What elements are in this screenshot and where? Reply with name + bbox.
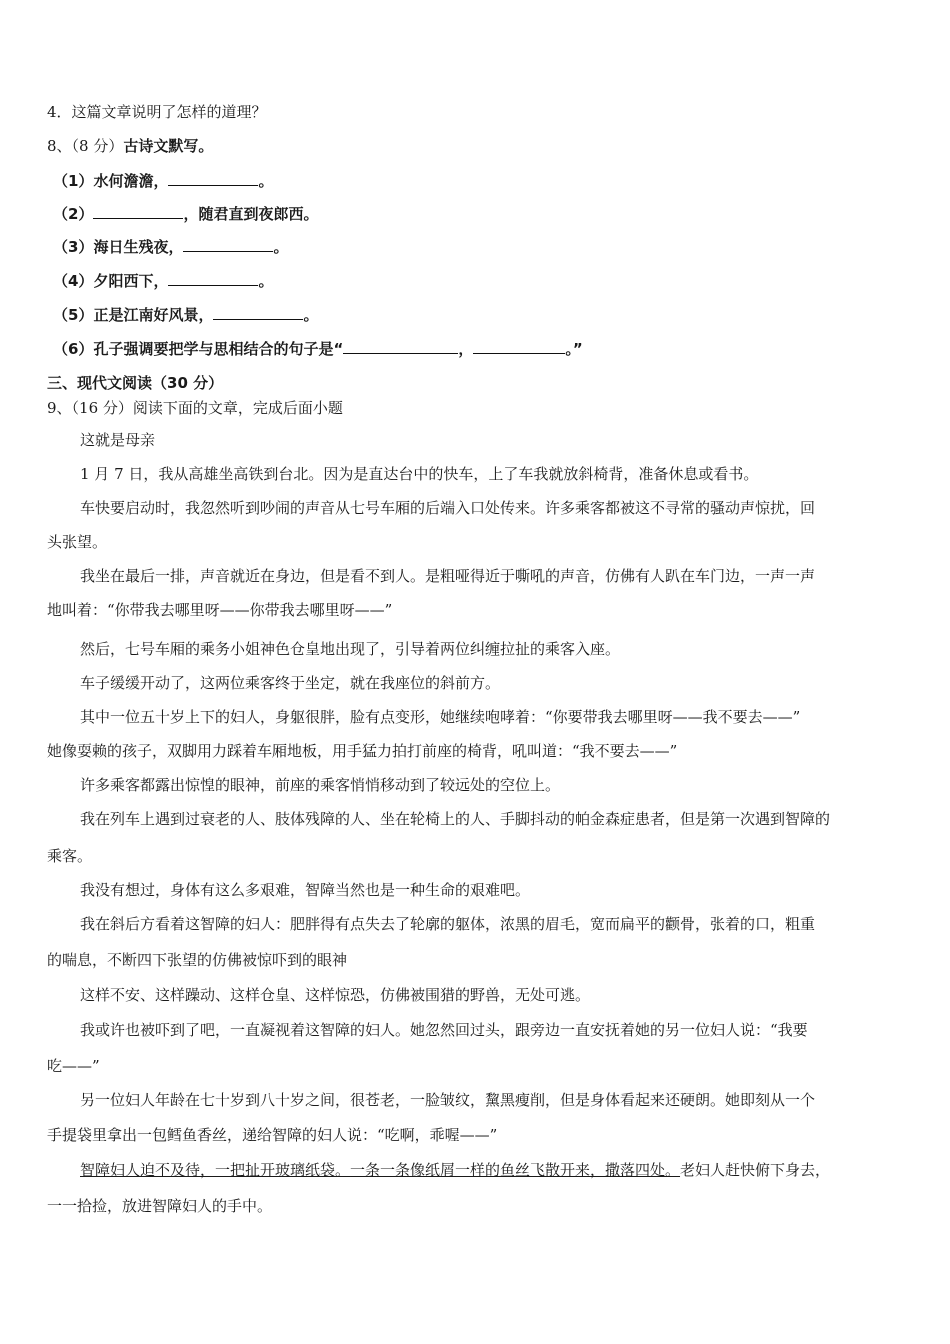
- paragraph-14-line-2: 一一拾捡，放进智障妇人的手中。: [47, 1197, 273, 1215]
- article-title: 这就是母亲: [80, 431, 156, 449]
- q8-item-text: 夕阳西下，: [93, 272, 169, 290]
- paragraph-2-line-1: 车快要启动时，我忽然听到吵闹的声音从七号车厢的后端入口处传来。许多乘客都被这不寻常的骚动声惊扰，回: [80, 499, 816, 517]
- question-8-heading: [47, 136, 213, 156]
- paragraph-2-line-2: 头张望。: [47, 533, 108, 551]
- paragraph-8-line-2: 乘客。: [47, 847, 93, 865]
- paragraph-12-line-1: 我或许也被吓到了吧，一直凝视着这智障的妇人。她忽然回过头，跟旁边一直安抚着她的另一位妇人说：“我要: [80, 1021, 808, 1039]
- q8-item-text: ，: [458, 340, 474, 358]
- answer-blank[interactable]: [93, 204, 183, 219]
- paragraph-14-rest: 老妇人赶快俯下身去，: [680, 1161, 831, 1179]
- answer-blank[interactable]: [168, 171, 258, 186]
- paragraph-7: 许多乘客都露出惊惶的眼神，前座的乘客悄悄移动到了较远处的空位上。: [80, 776, 561, 794]
- answer-blank[interactable]: [168, 271, 258, 286]
- q8-item-label: （2）: [53, 205, 94, 223]
- q8-item-label: （4）: [53, 272, 94, 290]
- q8-item-text: 海日生残夜，: [93, 238, 184, 256]
- question-9-instruction: 阅读下面的文章，完成后面小题: [132, 399, 343, 417]
- question-9-number: 9、: [47, 399, 72, 417]
- paragraph-9: 我没有想过，身体有这么多艰难，智障当然也是一种生命的艰难吧。: [80, 881, 531, 899]
- paragraph-1: 1 月 7 日，我从高雄坐高铁到台北。因为是直达台中的快车，上了车我就放斜椅背，准备休息或看书。: [80, 465, 759, 483]
- paragraph-13-line-2: 手提袋里拿出一包鳕鱼香丝，递给智障的妇人说：“吃啊，乖喔——”: [47, 1126, 498, 1144]
- answer-blank[interactable]: [183, 237, 273, 252]
- paragraph-8-line-1: 我在列车上遇到过衰老的人、肢体残障的人、坐在轮椅上的人、手脚抖动的帕金森症患者，但是第一次遇到智障的: [80, 810, 831, 828]
- q8-item-6: [53, 339, 583, 359]
- section-3-heading: 三、现代文阅读（30 分）: [47, 374, 224, 392]
- question-4: 4．这篇文章说明了怎样的道理？: [47, 103, 267, 121]
- question-8-title: 古诗文默写。: [123, 137, 214, 155]
- paragraph-10-line-1: 我在斜后方看着这智障的妇人：肥胖得有点失去了轮廓的躯体，浓黑的眉毛，宽而扁平的颧骨，张着的口，粗重: [80, 915, 816, 933]
- q8-item-label: （1）: [53, 172, 94, 190]
- answer-blank[interactable]: [343, 339, 458, 354]
- paragraph-5: 车子缓缓开动了，这两位乘客终于坐定，就在我座位的斜前方。: [80, 674, 501, 692]
- paragraph-14-line-1: [80, 1160, 830, 1180]
- paragraph-6-line-2: 她像耍赖的孩子，双脚用力踩着车厢地板，用手猛力拍打前座的椅背，吼叫道：“我不要去——”: [47, 742, 678, 760]
- q8-item-text: 。”: [565, 340, 583, 358]
- q8-item-text: 正是江南好风景，: [93, 306, 214, 324]
- paragraph-4: 然后，七号车厢的乘务小姐神色仓皇地出现了，引导着两位纠缠拉扯的乘客入座。: [80, 640, 621, 658]
- q8-item-label: （5）: [53, 306, 94, 324]
- q8-item-1: [53, 171, 273, 191]
- q8-item-text: 水何澹澹，: [93, 172, 169, 190]
- question-8-number: 8、: [47, 137, 72, 155]
- answer-blank[interactable]: [473, 339, 565, 354]
- underlined-sentence-1: 智障妇人迫不及待，一把扯开玻璃纸袋。: [80, 1161, 351, 1179]
- question-9-heading: [47, 398, 343, 418]
- paragraph-3-line-2: 地叫着：“你带我去哪里呀——你带我去哪里呀——”: [47, 601, 393, 619]
- paragraph-10-line-2: 的喘息，不断四下张望的仿佛被惊吓到的眼神: [47, 951, 348, 969]
- q8-item-text: 。: [258, 172, 274, 190]
- q8-item-5: [53, 305, 318, 325]
- q8-item-text: 。: [273, 238, 289, 256]
- q8-item-text: 孔子强调要把学与思相结合的句子是“: [93, 340, 344, 358]
- answer-blank[interactable]: [213, 305, 303, 320]
- q8-item-3: [53, 237, 288, 257]
- paragraph-6-line-1: 其中一位五十岁上下的妇人，身躯很胖，脸有点变形，她继续咆哮着：“你要带我去哪里呀——我不要去——”: [80, 708, 801, 726]
- question-9-score: （16 分）: [71, 399, 133, 417]
- underlined-sentence-2: 一条一条像纸屑一样的鱼丝飞散开来，撒落四处。: [350, 1161, 681, 1179]
- q8-item-text: 。: [258, 272, 274, 290]
- question-8-score: （8 分）: [71, 137, 124, 155]
- q8-item-text: 。: [303, 306, 319, 324]
- paragraph-11: 这样不安、这样躁动、这样仓皇、这样惊恐，仿佛被围猎的野兽，无处可逃。: [80, 986, 591, 1004]
- q8-item-text: ，随君直到夜郎西。: [183, 205, 319, 223]
- q8-item-label: （3）: [53, 238, 94, 256]
- q8-item-2: [53, 204, 318, 224]
- q8-item-label: （6）: [53, 340, 94, 358]
- paragraph-13-line-1: 另一位妇人年龄在七十岁到八十岁之间，很苍老，一脸皱纹，黧黑瘦削，但是身体看起来还硬朗。她即刻从一个: [80, 1091, 816, 1109]
- paragraph-3-line-1: 我坐在最后一排，声音就近在身边，但是看不到人。是粗哑得近于嘶吼的声音，仿佛有人趴在车门边，一声一声: [80, 567, 816, 585]
- q8-item-4: [53, 271, 273, 291]
- paragraph-12-line-2: 吃——”: [47, 1057, 100, 1075]
